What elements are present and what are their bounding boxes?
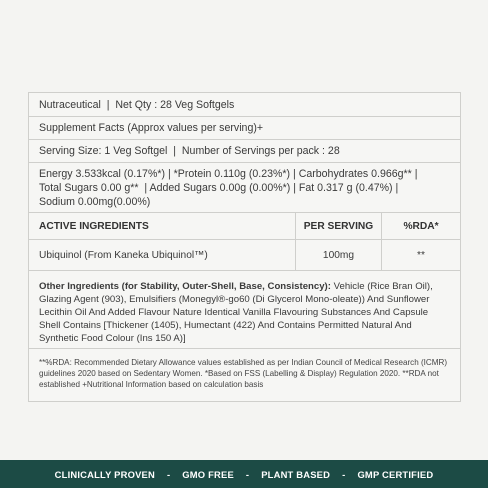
supplement-facts-text: Supplement Facts (Approx values per serving)+ [39,122,264,134]
ingredient-rda: ** [417,249,425,261]
product-info-row [29,93,460,117]
banner-separator: - [245,468,250,480]
footnote: **%RDA: Recommended Dietary Allowance values established as per Indian Council of Medical Research (ICMR) guidelines 2020 based on Sedentary Women. *Based on FSS (Labelling & Display) Regulation 2020. **RDA not established +Nutritional Information based on calculation basis [39,358,448,389]
column-header-active-ingredients: ACTIVE INGREDIENTS [29,213,296,239]
ingredient-name: Ubiquinol (From Kaneka Ubiquinol™) [29,240,296,270]
column-header-rda: %RDA* [403,220,439,232]
ingredient-amount: 100mg [296,240,382,270]
serving-size-text: Serving Size: 1 Veg Softgel | Number of Servings per pack : 28 [39,145,340,157]
table-row [29,240,460,271]
banner-item-clinically-proven: CLINICALLY PROVEN [54,468,155,480]
banner-separator: - [166,468,171,480]
column-header-per-serving: PER SERVING [296,213,382,239]
other-ingredients [29,271,460,349]
product-info-text: Nutraceutical | Net Qty : 28 Veg Softgels [39,98,235,111]
nutrition-line: Sodium 0.00mg(0.00%) [39,195,151,208]
supplement-facts-panel [28,92,461,402]
banner-item-gmo-free: GMO FREE [182,468,234,480]
other-ingredients-text: Vehicle (Rice Bran Oil), Glazing Agent (903), Emulsifiers (Monegyl®-go60 (Di Glycerol Mono-oleate)) And Sunflower Lecithin Oil And Added Flavour Nature Identical Vanilla Flavouring Substances And Capsule Shell Contains [Thickener (1405), Humectant (422) And Contains Permitted Natural And Synthetic Food Colour (Ins 150 A)] [39,281,433,344]
banner-item-gmp-certified: GMP CERTIFIED [357,468,434,480]
banner-separator: - [342,468,346,480]
serving-size-row [29,140,460,163]
supplement-facts-row [29,117,460,140]
banner-item-plant-based: PLANT BASED [261,468,331,480]
nutrition-line: Total Sugars 0.00 g** | Added Sugars 0.00g (0.00%*) | Fat 0.317 g (0.47%) | [39,181,399,194]
other-ingredients-label: Other Ingredients (for Stability, Outer-Shell, Base, Consistency): [39,281,331,292]
nutrition-info-row [29,163,460,213]
nutrition-line: Energy 3.533kcal (0.17%*) | *Protein 0.110g (0.23%*) | Carbohydrates 0.966g** | [39,167,418,180]
ingredients-table-header [29,213,460,240]
certification-banner [0,460,488,488]
